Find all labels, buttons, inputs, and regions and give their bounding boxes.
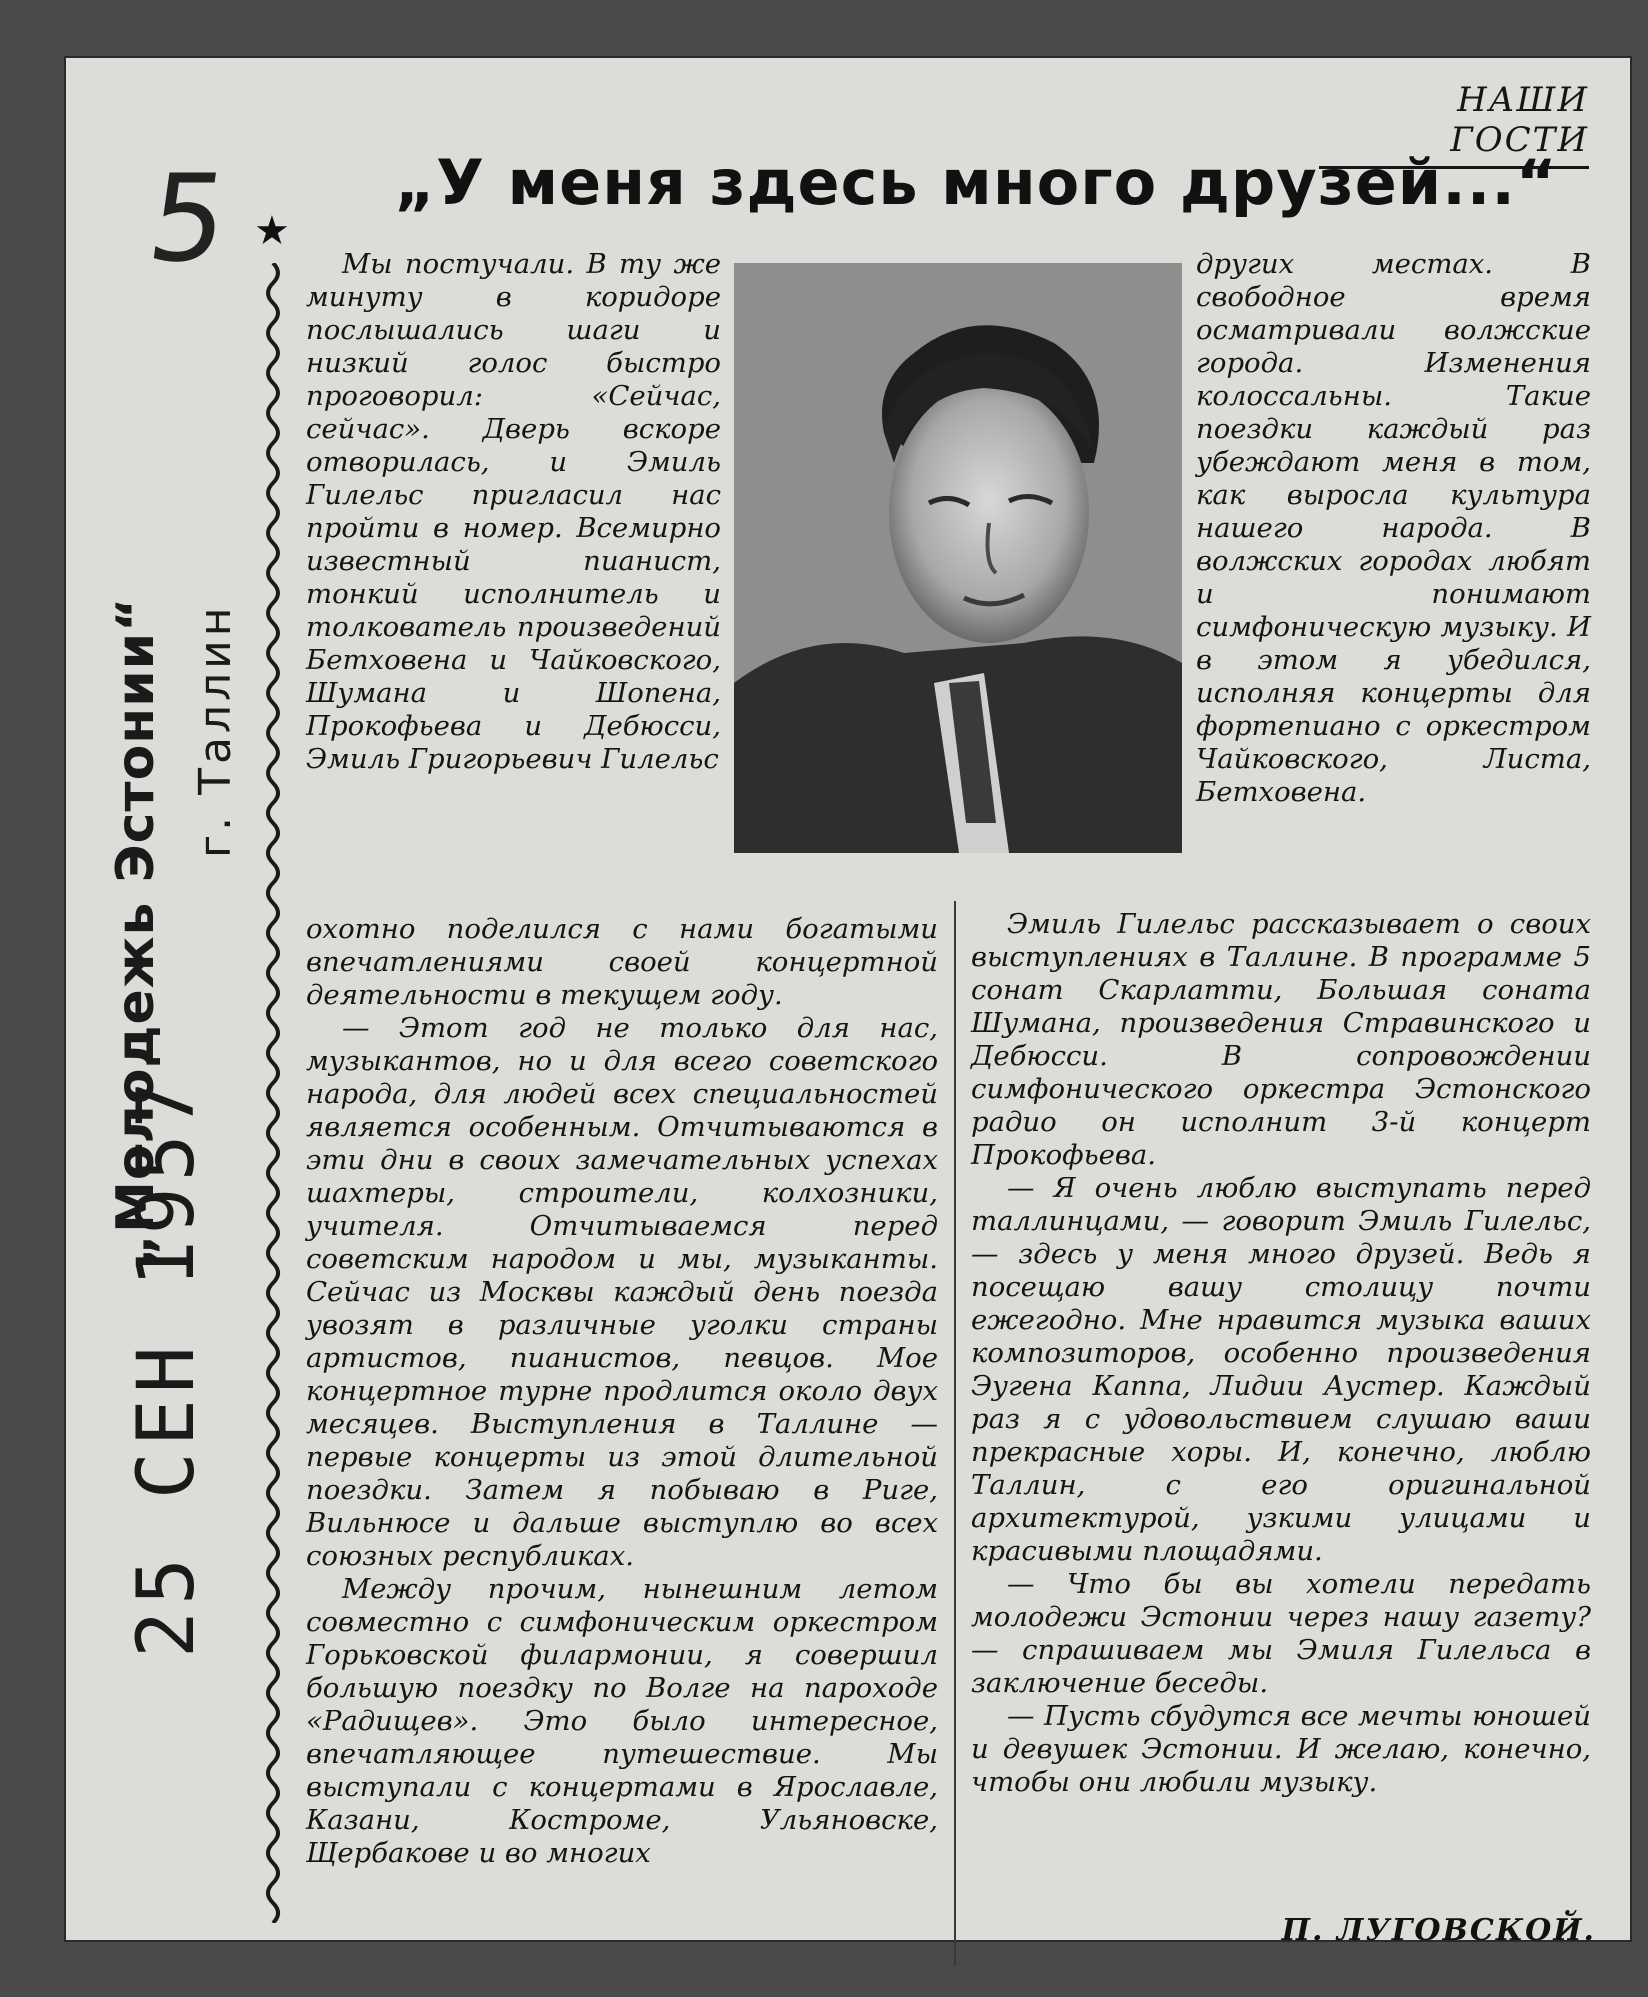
handwritten-number: 5 [140,150,237,289]
portrait-photo [734,263,1182,853]
column-1-top [306,248,721,776]
paragraph: — Пусть сбудутся все мечты юношей и девушек Эстонии. И желаю, конечно, чтобы они любили музыку. [971,1700,1591,1798]
paragraph: охотно поделился с нами богатыми впечатлениями своей концертной деятельности в текущем году. [306,913,938,1011]
rubric: НАШИ ГОСТИ [1319,80,1589,169]
paragraph: других местах. В свободное время осматривали волжские города. Изменения колоссальны. Такие поездки каждый раз убеждают меня в том, как выросла культура нашего народа. В волжских городах любят и понимают симфоническую музыку. И в этом я убедился, исполняя концерты для фортепиано с оркестром Чайковского, Листа, Бетховена. [1196,248,1591,808]
paragraph: — Что бы вы хотели передать молодежи Эстонии через нашу газету? — спрашиваем мы Эмиля Гилельса в заключение беседы. [971,1568,1591,1699]
newspaper-clipping [66,58,1630,1948]
paragraph: — Я очень люблю выступать перед таллинцами, — говорит Эмиль Гилельс, — здесь у меня много друзей. Ведь я посещаю вашу столицу почти ежегодно. Мне нравится музыка ваших композиторов, особенно произведения Эугена Каппа, Лидии Аустер. Каждый раз я с удовольствием слушаю ваши прекрасные хоры. И, конечно, люблю Таллин, с его оригинальной архитектурой, узкими улицами и красивыми площадями. [971,1172,1591,1567]
column-divider [954,901,956,1966]
author-signature: П. ЛУГОВСКОЙ. [1281,1913,1596,1948]
column-1-bottom [306,913,938,1870]
paragraph: — Этот год не только для нас, музыкантов, но и для всего советского народа, для людей всех специальностей является особенным. Отчитываются в эти дни в своих замечательных успехах шахтеры, строители, колхозники, учителя. Отчитываемся перед советским народом и мы, музыканты. Сейчас из Москвы каждый день поезда увозят в различные уголки страны артистов, пианистов, певцов. Мое концертное турне продлится около двух месяцев. Выступления в Таллине — первые концерты из этой длительной поездки. Затем я побываю в Риге, Вильнюсе и дальше выступлю во всех союзных республиках. [306,1012,938,1572]
headline: „У меня здесь много друзей...“ [394,146,1558,219]
star-icon: ★ [254,208,290,254]
column-3-top [1196,248,1591,809]
wavy-divider [262,263,284,1923]
paragraph: Между прочим, нынешним летом совместно с симфоническим оркестром Горьковской филармонии, я совершил большую поездку по Волге на пароходе «Радищев». Это было интересное, впечатляющее путешествие. Мы выступали с концертами в Ярославле, Казани, Костроме, Ульяновске, Щербакове и во многих [306,1573,938,1869]
date-stamp: 25 СЕН 1957 [122,1075,212,1658]
column-2 [971,908,1591,1799]
paragraph: Эмиль Гилельс рассказывает о своих выступлениях в Таллине. В программе 5 сонат Скарлатти, Большая соната Шумана, произведения Стравинского и Дебюсси. В сопровождении симфонического оркестра Эстонского радио он исполнит 3-й концерт Прокофьева. [971,908,1591,1171]
city-name: г. Таллин [190,603,241,858]
paragraph: Мы постучали. В ту же минуту в коридоре послышались шаги и низкий голос быстро проговорил: «Сейчас, сейчас». Дверь вскоре отворилась, и Эмиль Гилельс пригласил нас пройти в номер. Всемирно известный пианист, тонкий исполнитель и толкователь произведений Бетховена и Чайковского, Шумана и Шопена, Прокофьева и Дебюсси, Эмиль Григорьевич Гилельс [306,248,721,775]
newspaper-name: „Молодежь Эстонии“ [106,596,166,1268]
